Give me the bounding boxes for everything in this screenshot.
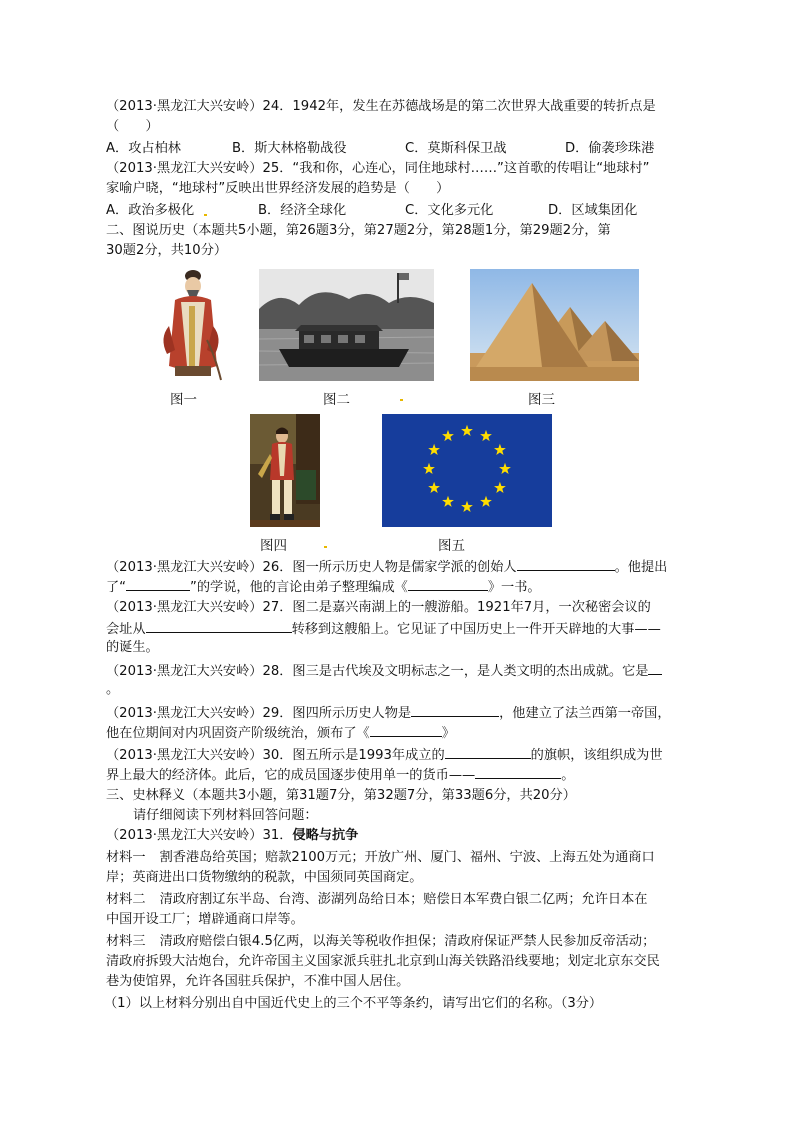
q27-line2 (106, 619, 661, 639)
q28-blank-answer[interactable] (648, 661, 662, 675)
q25-option-c: C．文化多元化 (405, 203, 494, 218)
q26-line2 (106, 577, 541, 597)
eu-flag-star-icon (428, 482, 440, 493)
q31-prefix: （2013·黑龙江大兴安岭）31． (106, 828, 293, 843)
q31-material3-line3: 巷为使馆界，允许各国驻兵保护，不准中国人居住。 (106, 974, 410, 989)
section3-heading: 三、史林释义（本题共3小题，第31题7分，第32题7分，第33题6分，共20分） (106, 788, 576, 803)
q25-stem-line1: （2013·黑龙江大兴安岭）25．“我和你，心连心，同住地球村……”这首歌的传唱让“地球村” (106, 161, 650, 176)
decorative-dot (324, 546, 327, 548)
q27-line1: （2013·黑龙江大兴安岭）27．图二是嘉兴南湖上的一艘游船。1921年7月，一次秘密会议的 (106, 600, 651, 615)
q30-blank-organization[interactable] (445, 745, 531, 759)
q31-material1-line1 (106, 849, 655, 867)
material2-text: 清政府割辽东半岛、台湾、澎湖列岛给日本；赔偿日本军费白银二亿两；允许日本在 (159, 892, 648, 907)
eu-flag-star-icon (480, 430, 492, 441)
material2-label: 材料二 (106, 892, 146, 907)
q24-option-c: C．莫斯科保卫战 (405, 141, 507, 156)
eu-flag-star-icon (494, 444, 506, 455)
eu-flag-star-icon (499, 463, 511, 474)
section3-instruction: 请仔细阅读下列材料回答问题： (133, 808, 318, 823)
q28-line1 (106, 661, 662, 681)
q28-text-1: （2013·黑龙江大兴安岭）28．图三是古代埃及文明标志之一，是人类文明的杰出成就。它是 (106, 664, 649, 679)
figure5-eu-flag-image (382, 414, 552, 527)
material1-text: 割香港岛给英国；赔款2100万元；开放广州、厦门、福州、宁波、上海五处为通商口 (159, 850, 655, 865)
q26-blank-founder[interactable] (517, 557, 615, 571)
q27-line3: 的诞生。 (106, 640, 159, 655)
q30-text-2: 的旗帜，该组织成为世 (530, 748, 663, 763)
figure3-pyramids-image (470, 269, 639, 381)
eu-flag-star-icon (423, 463, 435, 474)
q24-stem-line1: （2013·黑龙江大兴安岭）24．1942年，发生在苏德战场是的第二次世界大战重要的转折点是 (106, 99, 656, 114)
q29-blank-person[interactable] (411, 703, 499, 717)
q30-text-4: 。 (561, 768, 575, 783)
q29-text-2: ，他建立了法兰西第一帝国， (499, 706, 671, 721)
q31-material3-line2: 清政府拆毁大沽炮台，允许帝国主义国家派兵驻扎北京到山海关铁路沿线要地；划定北京东交民 (106, 954, 660, 969)
q29-text-1: （2013·黑龙江大兴安岭）29．图四所示历史人物是 (106, 706, 412, 721)
q30-text-1: （2013·黑龙江大兴安岭）30．图五所示是1993年成立的 (106, 748, 445, 763)
q26-text-4: ”的学说，他的言论由弟子整理编成《 (190, 580, 408, 595)
eu-flag-star-icon (461, 501, 473, 512)
decorative-dot (204, 214, 207, 216)
material3-label: 材料三 (106, 934, 146, 949)
q26-text-2: 。他提出 (614, 560, 668, 575)
q30-blank-currency[interactable] (475, 765, 561, 779)
figure4-caption: 图四 (260, 538, 287, 554)
eu-flag-star-icon (461, 425, 473, 436)
q29-blank-code[interactable] (370, 723, 442, 737)
section2-heading-line1: 二、图说历史（本题共5小题，第26题3分，第27题2分，第28题1分，第29题2分，第 (106, 223, 611, 238)
eu-flag-star-icon (428, 444, 440, 455)
q26-text-1: （2013·黑龙江大兴安岭）26．图一所示历史人物是儒家学派的创始人 (106, 560, 517, 575)
q25-option-b: B．经济全球化 (258, 203, 347, 218)
q31-material1-line2: 岸；英商进出口货物缴纳的税款，中国须同英国商定。 (106, 870, 423, 885)
q29-text-4: 》 (441, 726, 455, 741)
q25-option-d: D．区域集团化 (548, 203, 638, 218)
figure4-napoleon-portrait-image (250, 414, 320, 527)
figure2-south-lake-boat-image (259, 269, 434, 381)
q26-text-3: 了“ (106, 580, 127, 595)
decorative-dot (400, 399, 403, 401)
q24-stem-line2: （ ） (106, 119, 159, 134)
figure1-confucius-image (155, 266, 227, 382)
q28-line2: 。 (106, 682, 120, 697)
q29-line1 (106, 703, 671, 723)
figure5-caption: 图五 (438, 538, 465, 554)
eu-flag-star-icon (480, 496, 492, 507)
q25-stem-line2: 家喻户晓，“地球村”反映出世界经济发展的趋势是（ ） (106, 181, 450, 196)
figure1-caption: 图一 (170, 392, 197, 408)
eu-flag-star-icon (442, 430, 454, 441)
q30-line2 (106, 765, 574, 785)
q27-text-3: 转移到这艘船上。它见证了中国历史上一件开天辟地的大事—— (291, 622, 661, 637)
q25-option-a: A．政治多极化 (106, 203, 195, 218)
q26-blank-doctrine[interactable] (126, 577, 190, 591)
q29-line2 (106, 723, 455, 743)
q31-subquestion-1: （1）以上材料分别出自中国近代史上的三个不平等条约，请写出它们的名称。（3分） (104, 996, 603, 1011)
q26-line1 (106, 557, 667, 577)
figure3-caption: 图三 (528, 392, 555, 408)
material1-label: 材料一 (106, 850, 146, 865)
section2-heading-line2: 30题2分，共10分） (106, 243, 228, 258)
q24-option-d: D．偷袭珍珠港 (565, 141, 655, 156)
material3-text: 清政府赔偿白银4.5亿两，以海关等税收作担保；清政府保证严禁人民参加反帝活动； (159, 934, 656, 949)
q26-blank-book[interactable] (408, 577, 488, 591)
q27-text-2: 会址从 (106, 622, 146, 637)
q26-text-5: 》一书。 (487, 580, 541, 595)
eu-flag-star-icon (442, 496, 454, 507)
q31-heading (106, 827, 358, 845)
q24-option-b: B．斯大林格勒战役 (232, 141, 347, 156)
eu-flag-star-icon (494, 482, 506, 493)
q31-topic: 侵略与抗争 (292, 828, 359, 843)
q31-material3-line1 (106, 933, 655, 951)
q31-material2-line1 (106, 891, 648, 909)
q31-material2-line2: 中国开设工厂；增辟通商口岸等。 (106, 912, 304, 927)
figure2-caption: 图二 (323, 392, 350, 408)
q24-option-a: A．攻占柏林 (106, 141, 181, 156)
q29-text-3: 他在位期间对内巩固资产阶级统治，颁布了《 (106, 726, 370, 741)
q30-text-3: 界上最大的经济体。此后，它的成员国逐步使用单一的货币—— (106, 768, 476, 783)
q27-blank-venue[interactable] (146, 619, 292, 633)
q30-line1 (106, 745, 663, 765)
